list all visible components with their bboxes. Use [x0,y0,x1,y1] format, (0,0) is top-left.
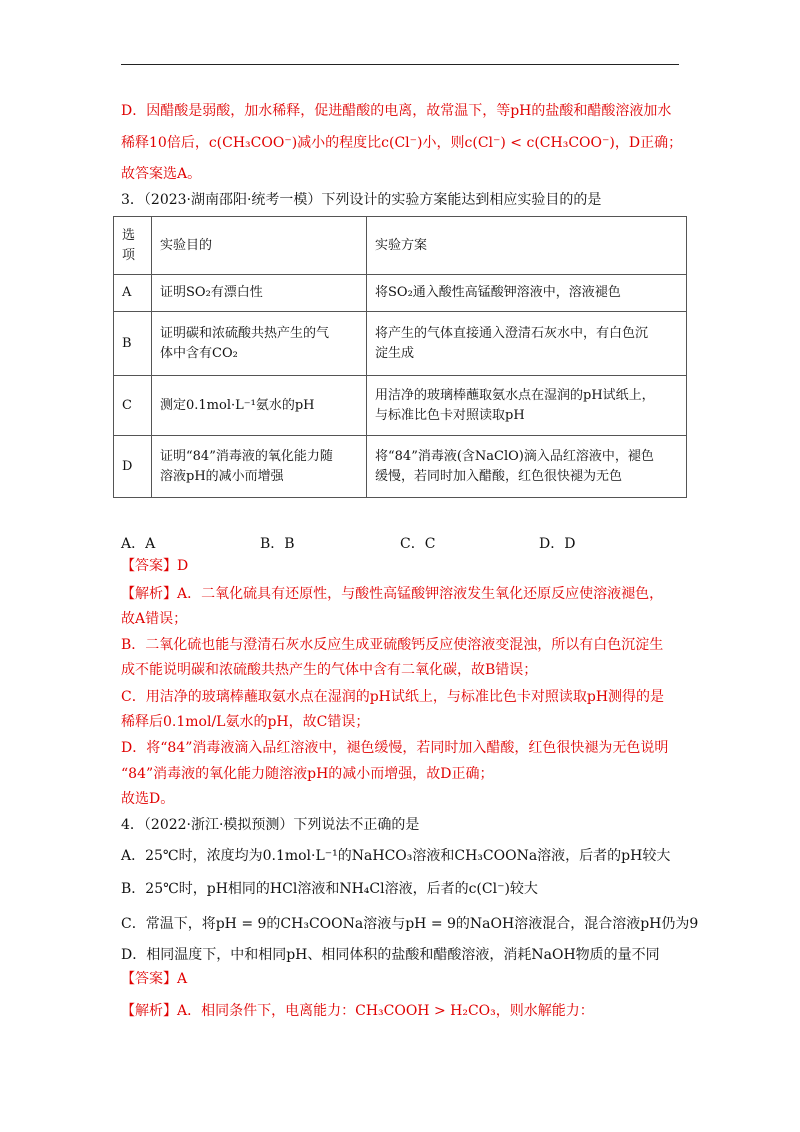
row-plan-line: 将“84”消毒液(含NaClO)滴入品红溶液中，褪色 [375,448,654,464]
table-row [114,275,687,312]
row-plan [367,436,687,498]
q3-analysis-line: 稀释后0.1mol/L氨水的pH，故C错误； [121,714,370,730]
choice-c: C．C [400,536,436,552]
table-row [114,436,687,498]
choice-b: B．B [260,536,295,552]
q4-answer: 【答案】A [121,971,188,987]
q4-stem: 4．（2022·浙江·模拟预测）下列说法不正确的是 [121,817,420,833]
q3-analysis-line: 成不能说明碳和浓硫酸共热产生的气体中含有二氧化碳，故B错误； [121,662,538,678]
row-plan [367,376,687,436]
q3-analysis-line: C．用洁净的玻璃棒蘸取氨水点在湿润的pH试纸上，与标准比色卡对照读取pH测得的是 [121,689,665,705]
row-goal-line: 证明碳和浓硫酸共热产生的气 [160,325,330,341]
q4-option-d: D．相同温度下，中和相同pH、相同体积的盐酸和醋酸溶液，消耗NaOH物质的量不同 [121,947,660,963]
table-row [114,376,687,436]
q3-analysis-line: 故选D。 [121,791,175,807]
row-option: D [114,436,152,498]
row-plan-line: 用洁净的玻璃棒蘸取氨水点在湿润的pH试纸上， [375,387,655,403]
q3-analysis-line: “84”消毒液的氧化能力随溶液pH的减小而增强，故D正确； [121,766,494,782]
row-goal-line: 溶液pH的减小而增强 [160,468,284,484]
q4-option-b: B．25℃时，pH相同的HCl溶液和NH₄Cl溶液，后者的c(Cl⁻)较大 [121,881,538,897]
q3-options-table [113,216,687,498]
row-option: C [114,376,152,436]
row-plan-line: 与标准比色卡对照读取pH [375,407,525,423]
q4-option-c: C．常温下，将pH = 9的CH₃COONa溶液与pH = 9的NaOH溶液混合，混合溶液pH仍为9 [121,916,699,932]
header-goal: 实验目的 [152,217,367,275]
q3-analysis-line: 故A错误； [121,611,188,627]
row-plan [367,312,687,376]
row-plan: 将SO₂通入酸性高锰酸钾溶液中，溶液褪色 [367,275,687,312]
row-goal [152,312,367,376]
q3-analysis-line: D．将“84”消毒液滴入品红溶液中，褪色缓慢，若同时加入醋酸，红色很快褪为无色说明 [121,740,669,756]
row-goal: 证明SO₂有漂白性 [152,275,367,312]
q3-stem: 3．（2023·湖南邵阳·统考一模）下列设计的实验方案能达到相应实验目的的是 [121,192,602,208]
header-rule [121,64,679,65]
q3-analysis-line: 【解析】A．二氧化硫具有还原性，与酸性高锰酸钾溶液发生氧化还原反应使溶液褪色， [121,586,664,602]
q2-analysis-conclusion: 故答案选A。 [121,166,202,182]
row-plan-line: 将产生的气体直接通入澄清石灰水中，有白色沉 [375,325,649,341]
q3-analysis-line: B．二氧化硫也能与澄清石灰水反应生成亚硫酸钙反应使溶液变混浊，所以有白色沉淀生 [121,637,664,653]
row-goal [152,436,367,498]
row-option: A [114,275,152,312]
header-option: 选 项 [114,217,152,275]
q4-option-a: A．25℃时，浓度均为0.1mol·L⁻¹的NaHCO₃溶液和CH₃COONa溶液，后者的pH较大 [121,848,671,864]
row-goal: 测定0.1mol·L⁻¹氨水的pH [152,376,367,436]
row-plan-line: 缓慢，若同时加入醋酸，红色很快褪为无色 [375,468,623,484]
choice-d: D．D [539,536,576,552]
table-row [114,312,687,376]
row-plan-line: 淀生成 [375,345,415,361]
table-header-row [114,217,687,275]
q2-analysis-d-line1: D．因醋酸是弱酸，加水稀释，促进醋酸的电离，故常温下，等pH的盐酸和醋酸溶液加水 [121,103,672,119]
q4-analysis-start: 【解析】A．相同条件下，电离能力：CH₃COOH > H₂CO₃，则水解能力： [121,1003,594,1019]
q2-analysis-d-line2: 稀释10倍后，c(CH₃COO⁻)减小的程度比c(Cl⁻)小，则c(Cl⁻) < c(CH₃COO⁻)，D正确； [121,135,683,151]
row-goal-line: 体中含有CO₂ [160,345,238,361]
q3-answer: 【答案】D [121,558,189,574]
header-plan: 实验方案 [367,217,687,275]
row-goal-line: 证明“84”消毒液的氧化能力随 [160,448,333,464]
choice-a: A．A [121,536,156,552]
row-option: B [114,312,152,376]
